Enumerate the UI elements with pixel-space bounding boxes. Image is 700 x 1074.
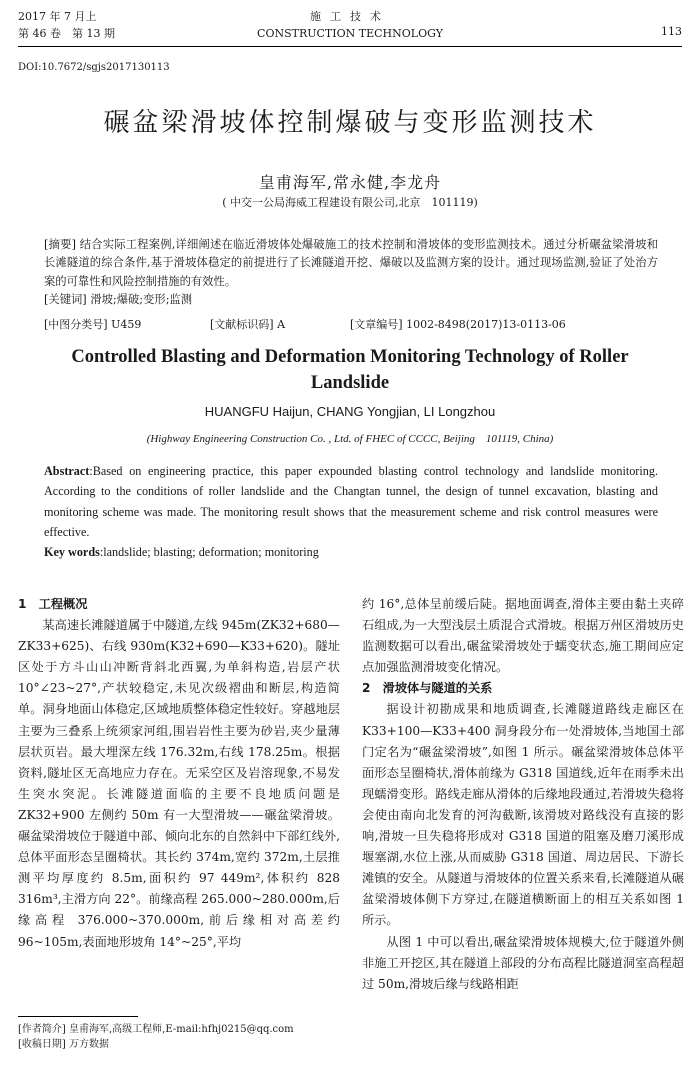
abstract-cn-label: [摘要] <box>44 238 76 251</box>
abstract-en-text: :Based on engineering practice, this paper expounded blasting control technology and landslide monitoring. According to the conditions of roller landslide and the Changtan tunnel, the design of tunnel excavation, blasting and monitoring scheme was made. The monitoring result shows that the measurement scheme and risk control measures were effective. <box>44 464 658 539</box>
footnote-rule <box>18 1016 138 1017</box>
header-rule <box>18 46 682 47</box>
journal-name-cn: 施工技术 <box>310 10 390 23</box>
section-2-paragraph-2: 从图 1 中可以看出,碾盆梁滑坡体规模大,位于隧道外侧非施工开挖区,其在隧道上部段的分布高程比隧道洞室高程超过 50m,滑坡后缘与线路相距 <box>362 934 684 991</box>
section-2-heading: 2 滑坡体与隧道的关系 <box>362 681 493 696</box>
section-1-paragraph: 某高速长滩隧道属于中隧道,左线 945m(ZK32+680—ZK33+625)、右线 930m(K32+690—K33+620)。隧址区处于方斗山山冲断背斜北西翼,为单斜构造,岩层产状 10°∠23~27°,产状较稳定,未见次级褶曲和断层,构造简单。洞身地面山体稳定,区域地质整体稳定性较好。穿越地层主要为三叠系上统须家河组,围岩岩性主要为砂岩,夹少量薄层状页岩。最大埋深左线 176.32m,右线 178.25m。根据资料,隧址区无高地应力存在。无采空区及岩溶现象,不易发生突水突泥。长滩隧道面临的主要不良地质问题是 ZK32+900 左侧约 50m 有一大型滑坡——碾盆梁滑坡。碾盆梁滑坡位于隧道中部、倾向北东的自然斜中下部红线外,总体平面形态呈圈椅状。其长约 374m,宽约 372m,土层推测平均厚度约 8.5m,面积约 97 449m²,体积约 828 316m³,主滑方向 22°。前缘高程 265.000~280.000m,后缘高程 376.000~370.000m,前后缘相对高差约 96~105m,表面地形坡角 14°~25°,平均 <box>18 618 340 949</box>
authors-en: HUANGFU Haijun, CHANG Yongjian, LI Longzhou <box>204 404 496 419</box>
section-1-heading: 1 工程概况 <box>18 597 88 611</box>
classification-row <box>44 316 664 332</box>
running-header-center <box>0 8 700 42</box>
authors-cn: 皇甫海军,常永健,李龙舟 <box>258 173 442 192</box>
body-column-right <box>362 594 684 995</box>
abstract-en-label: Abstract <box>44 464 90 478</box>
abstract-en <box>44 461 658 542</box>
article-number: [文章编号] 1002-8498(2017)13-0113-06 <box>350 318 566 331</box>
document-code: [文献标识码] A <box>210 318 286 331</box>
abstract-cn <box>44 236 658 291</box>
doi: DOI:10.7672/sgjs2017130113 <box>18 62 170 73</box>
section-2-paragraph-1: 据设计初勘成果和地质调查,长滩隧道路线走廊区在 K33+100—K33+400 洞身段分布一处滑坡体,当地国土部门定名为“碾盆梁滑坡”,如图 1 所示。碾盆梁滑坡体总体平面形态呈圈椅状,滑体前缘为 G318 国道线,近年在雨季未出现蠕滑变形。路线走廊从滑体的后缘地段通过,若滑坡失稳将会使由南向北发育的河沟截断,该滑坡对路线没有直接的影响,滑坡一旦失稳将形成对 G318 国道的阻塞及磨刀溪形成堰塞湖,水位上涨,从而威胁 G318 国道、周边居民、下游长滩镇的安全。从隧道与滑坡体的位置关系来看,长滩隧道从碾盆梁滑坡体侧下方穿过,在隧道横断面上的相互关系如图 1 所示。 <box>362 702 684 928</box>
affiliation-cn: ( 中交一公局海威工程建设有限公司,北京 101119) <box>222 196 478 209</box>
received-date: [收稿日期] 万方数据 <box>18 1039 109 1050</box>
affiliation-en: (Highway Engineering Construction Co. , Ltd. of FHEC of CCCC, Beijing 101119, China) <box>146 433 554 445</box>
keywords-cn-label: [关键词] <box>44 293 87 307</box>
keywords-en-text: :landslide; blasting; deformation; monitoring <box>99 545 319 560</box>
clc-number: [中图分类号] U459 <box>44 318 142 331</box>
keywords-cn-text: 滑坡;爆破;变形;监测 <box>90 293 193 307</box>
abstract-cn-block <box>44 236 658 310</box>
keywords-cn <box>44 291 658 309</box>
page-number: 113 <box>661 25 682 38</box>
title-en: Controlled Blasting and Deformation Monitoring Technology of Roller Landslide <box>71 347 629 393</box>
issue-date: 2017 年 7 月上 <box>18 10 97 23</box>
body-column-left <box>18 594 340 953</box>
volume-issue: 第 46 卷 第 13 期 <box>18 27 115 40</box>
abstract-cn-text: 结合实际工程案例,详细阐述在临近滑坡体处爆破施工的技术控制和滑坡体的变形监测技术。通过分析碾盆梁滑坡和长滩隧道的综合条件,基于滑坡体稳定的前提进行了长滩隧道开挖、爆破以及监测方案的设计。通过现场监测,验证了处治方案的可靠性和风险控制措施的有效性。 <box>44 238 659 288</box>
abstract-en-block <box>44 461 658 562</box>
keywords-en <box>44 542 658 562</box>
keywords-en-label: Key words <box>44 545 100 560</box>
author-bio: [作者简介] 皇甫海军,高级工程师,E-mail:hfhj0215@qq.com <box>18 1024 294 1035</box>
section-1-continuation: 约 16°,总体呈前缓后陡。据地面调查,滑体主要由黏土夹碎石组成,为一大型浅层土质混合式滑坡。根据万州区滑坡历史监测数据可以看出,碾盆梁滑坡处于蠕变状态,施工期间应定点加强监测滑坡变化情况。 <box>362 597 684 675</box>
journal-name-en: CONSTRUCTION TECHNOLOGY <box>257 27 443 40</box>
title-cn: 碾盆梁滑坡体控制爆破与变形监测技术 <box>103 108 597 138</box>
footnote <box>18 1022 294 1052</box>
